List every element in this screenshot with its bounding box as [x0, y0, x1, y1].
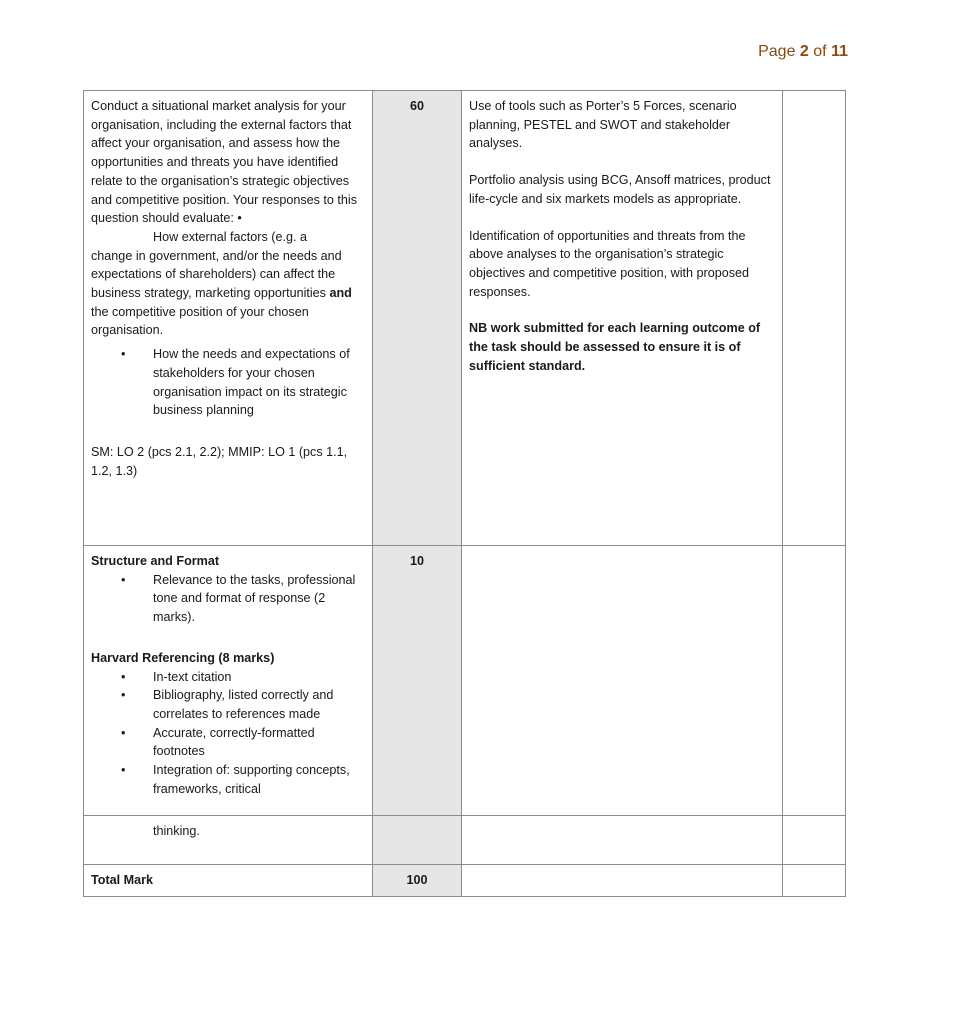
- structure-heading: Structure and Format: [91, 554, 220, 568]
- guidance-cell: [462, 546, 783, 816]
- list-item: • How the needs and expectations of stakeholders for your chosen organisation impact on its strategic business planning: [91, 345, 365, 420]
- empty-cell: [783, 865, 846, 897]
- mark-cell: 60: [373, 91, 462, 546]
- task-intro: Conduct a situational market analysis for your organisation, including the external factors that affect your organisation, and assess how the opportunities and threats you have identified relate to the organisation’s strategic objectives and competitive position. Your responses to this question should evaluate: •: [91, 99, 358, 226]
- empty-cell: [783, 816, 846, 865]
- criteria-cell: [84, 546, 373, 816]
- harvard-bullets: [91, 668, 365, 799]
- list-item: • Accurate, correctly-formatted footnotes: [91, 724, 365, 761]
- learning-outcome-reference: SM: LO 2 (pcs 2.1, 2.2); MMIP: LO 1 (pcs 1.1, 1.2, 1.3): [91, 444, 348, 478]
- continuation-text: thinking.: [153, 824, 200, 838]
- guidance-cell: [462, 865, 783, 897]
- criteria-cell: [84, 91, 373, 546]
- list-item: • In-text citation: [91, 668, 365, 687]
- total-value: 100: [373, 865, 462, 897]
- list-item: • Integration of: supporting concepts, frameworks, critical: [91, 761, 365, 798]
- page-total: 11: [831, 43, 848, 60]
- guidance-note: NB work submitted for each learning outcome of the task should be assessed to ensure it is of sufficient standard.: [469, 321, 761, 373]
- guidance-portfolio: Portfolio analysis using BCG, Ansoff matrices, product life-cycle and six markets models as appropriate.: [469, 173, 771, 206]
- marking-scheme-table: [83, 90, 846, 897]
- page-number: [758, 43, 848, 61]
- mark-cell: 10: [373, 546, 462, 816]
- mark-cell: [373, 816, 462, 865]
- structure-bullets: [91, 571, 365, 627]
- total-row: [84, 865, 846, 897]
- guidance-tools: Use of tools such as Porter’s 5 Forces, scenario planning, PESTEL and SWOT and stakeholder analyses.: [469, 99, 737, 151]
- list-item: • Relevance to the tasks, professional tone and format of response (2 marks).: [91, 571, 365, 627]
- task-bullets: [91, 345, 365, 420]
- empty-cell: [783, 546, 846, 816]
- page-sep: of: [813, 43, 827, 60]
- table-row: [84, 816, 846, 865]
- page-current: 2: [799, 43, 809, 60]
- harvard-heading: Harvard Referencing (8 marks): [91, 650, 275, 665]
- table-row: [84, 91, 846, 546]
- empty-cell: [783, 91, 846, 546]
- page-label: Page: [758, 43, 796, 60]
- task-point-1: How external factors (e.g. a change in government, and/or the needs and expectations of shareholders) can affect the business strategy, marketing opportunities and the competitive position of your chosen organisation.: [91, 229, 352, 338]
- guidance-opportunities: Identification of opportunities and threats from the above analyses to the organisation’s strategic objectives and competitive position, with proposed responses.: [469, 228, 750, 299]
- list-item: • Bibliography, listed correctly and correlates to references made: [91, 686, 365, 723]
- table-row: [84, 546, 846, 816]
- total-label: Total Mark: [84, 865, 373, 897]
- criteria-cell: [84, 816, 373, 865]
- guidance-cell: [462, 91, 783, 546]
- guidance-cell: [462, 816, 783, 865]
